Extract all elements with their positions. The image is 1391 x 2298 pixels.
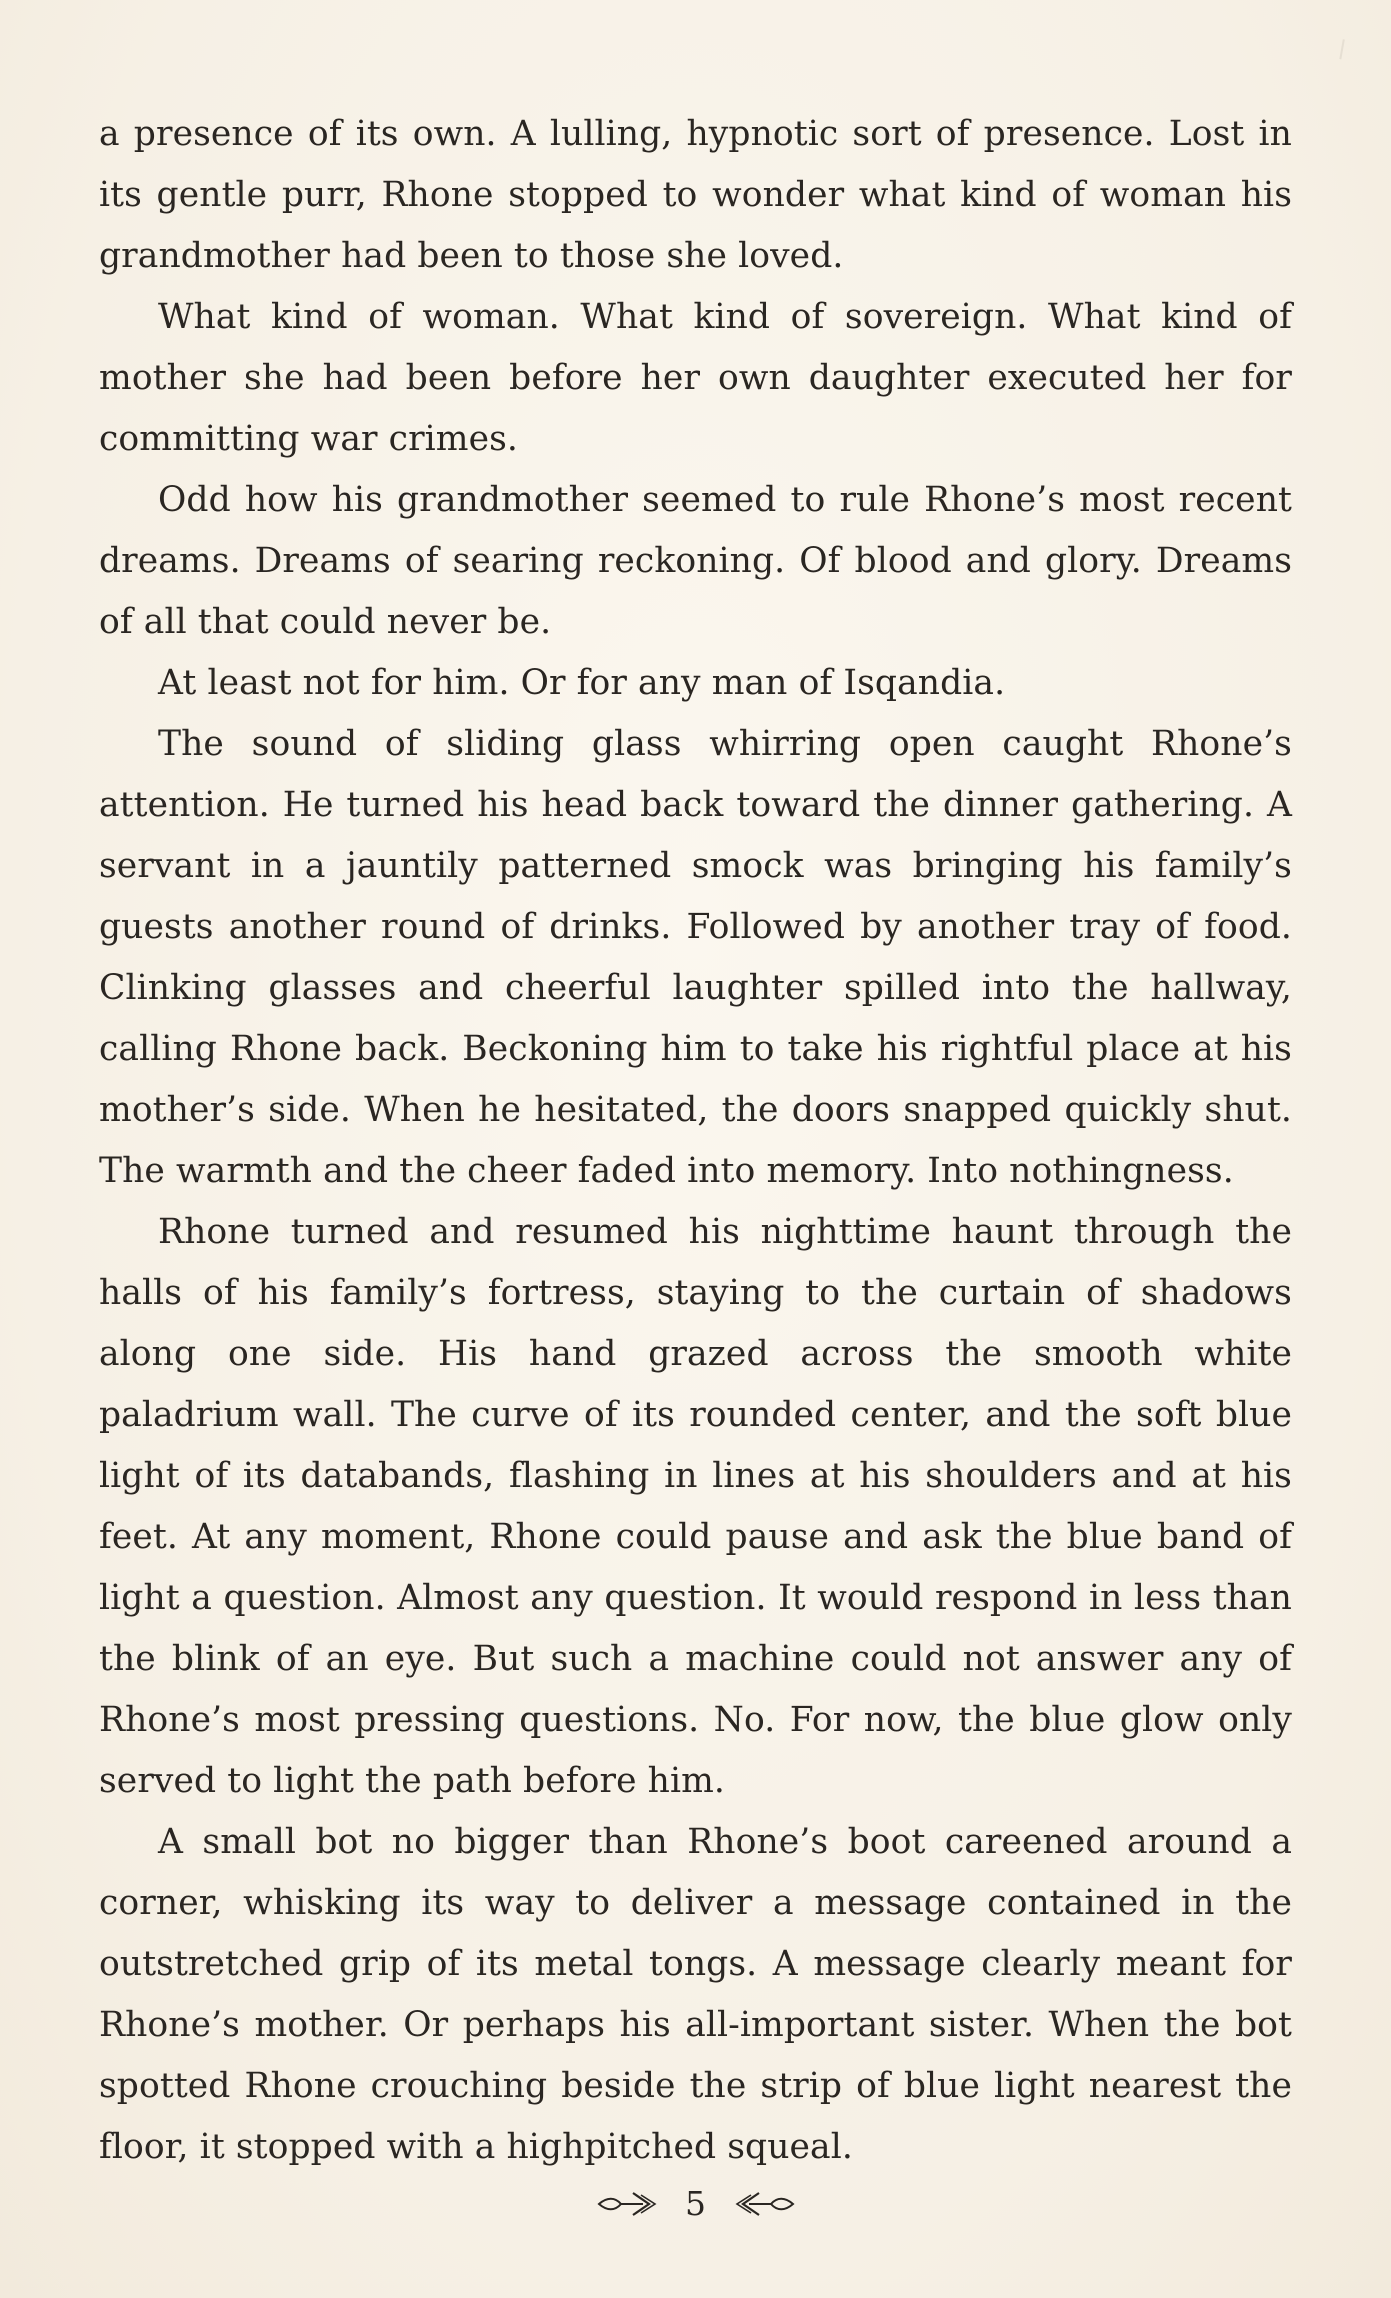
page-footer bbox=[0, 2172, 1391, 2234]
page-mark bbox=[1339, 39, 1352, 60]
left-flourish-icon bbox=[597, 2189, 661, 2219]
paragraph-5: The sound of sliding glass whirring open caught Rhone’s attention. He turned his head back toward the dinner gathering. A servant in a jauntily patterned smock was bringing his family’s guests another round of drinks. Followed by another tray of food. Clinking glasses and cheerful laughter spilled into the hallway, calling Rhone back. Beckoning him to take his rightful place at his mother’s side. When he hesitated, the doors snapped quickly shut. The warmth and the cheer faded into memory. Into nothingness. bbox=[99, 724, 1292, 1191]
body-text bbox=[99, 104, 1292, 2178]
right-flourish-icon bbox=[731, 2189, 795, 2219]
paragraph-7: A small bot no bigger than Rhone’s boot careened around a corner, whisking its way to deliver a message contained in the outstretched grip of its metal tongs. A message clearly meant for Rhone’s mother. Or perhaps his all-important sister. When the bot spotted Rhone crouching beside the strip of blue light nearest the floor, it stopped with a highpitched squeal. bbox=[99, 1822, 1292, 2167]
paragraph-4: At least not for him. Or for any man of Isqandia. bbox=[158, 663, 1006, 703]
paragraph-6: Rhone turned and resumed his nighttime haunt through the halls of his family’s fortress, staying to the curtain of shadows along one side. His hand grazed across the smooth white paladrium wall. The curve of its rounded center, and the soft blue light of its databands, flashing in lines at his shoulders and at his feet. At any moment, Rhone could pause and ask the blue band of light a question. Almost any question. It would respond in less than the blink of an eye. But such a machine could not answer any of Rhone’s most pressing questions. No. For now, the blue glow only served to light the path before him. bbox=[99, 1212, 1292, 1801]
paragraph-2: What kind of woman. What kind of sovereign. What kind of mother she had been before her own daughter executed her for committing war crimes. bbox=[99, 297, 1292, 459]
paragraph-3: Odd how his grandmother seemed to rule Rhone’s most recent dreams. Dreams of searing reckoning. Of blood and glory. Dreams of all that could never be. bbox=[99, 480, 1292, 642]
paragraph-1: a presence of its own. A lulling, hypnotic sort of presence. Lost in its gentle purr, Rhone stopped to wonder what kind of woman his grandmother had been to those she loved. bbox=[99, 114, 1292, 276]
page-number: 5 bbox=[685, 2184, 706, 2223]
